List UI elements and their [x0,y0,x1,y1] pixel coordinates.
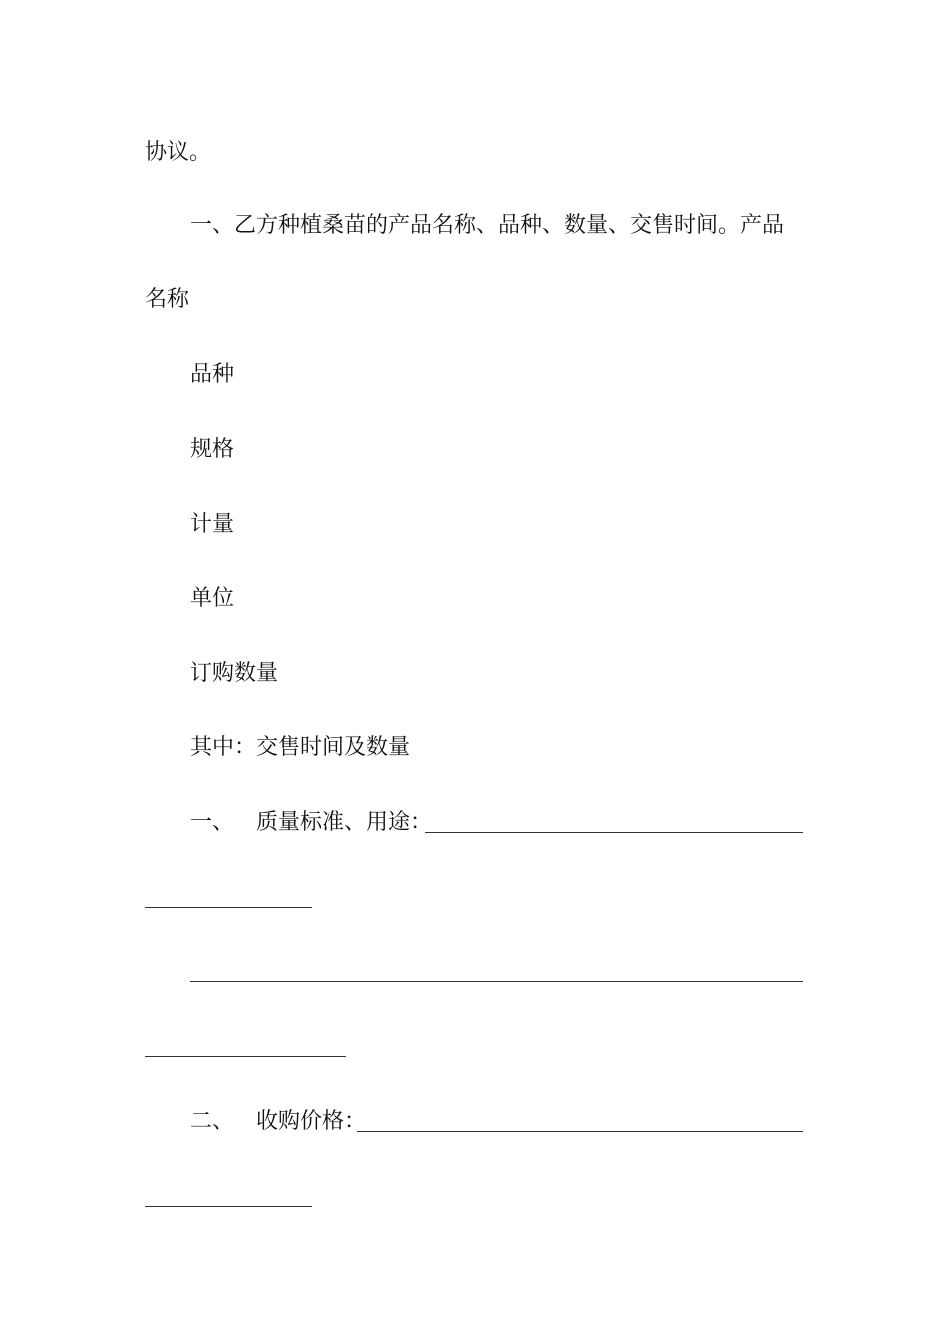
purchase-price-label: 收购价格： [256,1109,367,1134]
text-line-unit: 单位 [190,586,235,611]
text-line-agreement: 协议。 [145,140,212,165]
text-line-delivery-time: 其中：交售时间及数量 [190,735,411,760]
text-line-measure: 计量 [190,512,235,537]
text-line-specification: 规格 [190,437,235,462]
quality-standard-label-row [190,808,432,838]
price-section-number: 二、 [190,1109,235,1134]
text-line-product-name: 名称 [145,287,190,312]
text-line-order-quantity: 订购数量 [190,661,279,686]
text-line-section-one-heading: 一、乙方种植桑苗的产品名称、品种、数量、交售时间。产品 [190,213,785,238]
purchase-price-blank-2[interactable] [145,1206,312,1207]
quality-standard-label: 质量标准、用途： [256,810,433,835]
quality-standard-blank-4[interactable] [145,1056,346,1057]
quality-section-number: 一、 [190,810,235,835]
quality-standard-blank-2[interactable] [145,907,312,908]
purchase-price-label-row [190,1107,366,1137]
quality-standard-blank-1[interactable] [425,832,803,833]
quality-standard-blank-3[interactable] [190,981,803,982]
text-line-variety: 品种 [190,362,235,387]
purchase-price-blank-1[interactable] [357,1131,803,1132]
